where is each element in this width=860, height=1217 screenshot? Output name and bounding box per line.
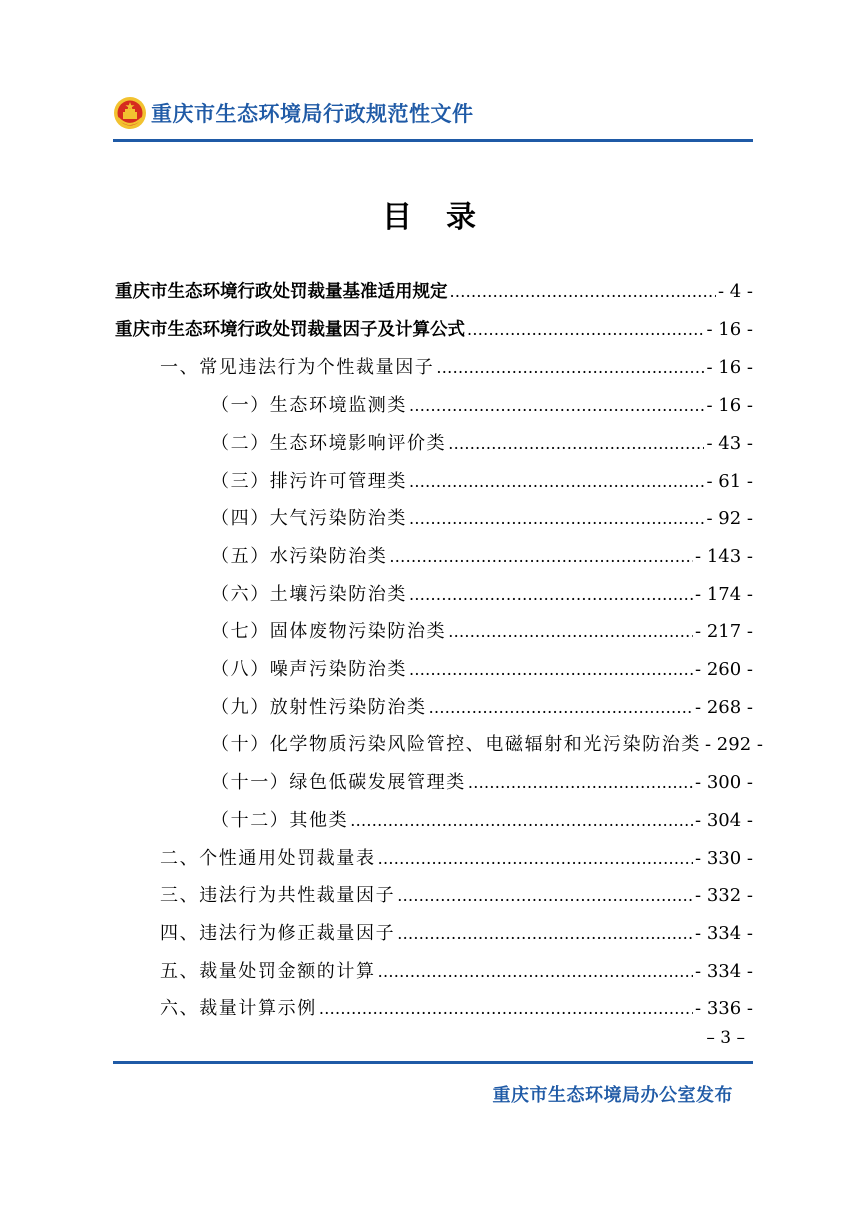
toc-entry-page: - 334 - — [695, 961, 753, 982]
toc-entry-title: （九）放射性污染防治类 — [211, 697, 427, 718]
toc-entry-page: - 268 - — [695, 697, 753, 718]
toc-leader-dots — [389, 547, 693, 566]
toc-entry[interactable] — [211, 806, 753, 836]
toc-entry[interactable] — [160, 881, 753, 911]
toc-leader-dots — [468, 773, 693, 792]
toc-entry[interactable] — [160, 919, 753, 949]
toc-entry[interactable] — [211, 768, 753, 798]
toc-entry-title: （一）生态环境监测类 — [211, 395, 407, 416]
toc-leader-dots — [319, 999, 693, 1018]
toc-entry-title: 一、常见违法行为个性裁量因子 — [160, 357, 435, 378]
toc-leader-dots — [409, 660, 693, 679]
footer-divider — [113, 1061, 753, 1064]
toc-entry-page: - 300 - — [695, 772, 753, 793]
toc-entry[interactable] — [211, 617, 753, 647]
toc-entry[interactable] — [160, 957, 753, 987]
toc-entry-page: - 292 - — [705, 734, 763, 755]
toc-leader-dots — [409, 396, 704, 415]
toc-entry[interactable] — [160, 353, 753, 383]
toc-entry-page: - 4 - — [717, 281, 753, 302]
toc-leader-dots — [378, 849, 693, 868]
page-number: – 3 – — [706, 1028, 745, 1048]
toc-entry-page: - 304 - — [695, 810, 753, 831]
toc-leader-dots — [397, 886, 693, 905]
toc-entry-title: （五）水污染防治类 — [211, 546, 388, 567]
toc-entry[interactable] — [211, 467, 753, 497]
toc-entry-page: - 174 - — [695, 584, 753, 605]
toc-leader-dots — [429, 698, 693, 717]
toc-entry-title: （四）大气污染防治类 — [211, 508, 407, 529]
toc-entry-title: 五、裁量处罚金额的计算 — [160, 961, 376, 982]
toc-leader-dots — [436, 358, 704, 377]
toc-entry-page: - 334 - — [695, 923, 753, 944]
toc-entry-page: - 336 - — [695, 998, 753, 1019]
toc-entry-page: - 217 - — [695, 621, 753, 642]
toc-entry[interactable] — [211, 504, 753, 534]
toc-entry-title: （十）化学物质污染风险管控、电磁辐射和光污染防治类 — [211, 734, 701, 755]
toc-leader-dots — [409, 585, 693, 604]
toc-leader-dots — [448, 434, 704, 453]
toc-entry[interactable] — [115, 316, 753, 346]
toc-entry-title: 六、裁量计算示例 — [160, 998, 317, 1019]
toc-entry-title: （二）生态环境影响评价类 — [211, 433, 447, 454]
toc-entry-title: 四、违法行为修正裁量因子 — [160, 923, 396, 944]
toc-entry-page: - 92 - — [706, 508, 753, 529]
toc-leader-dots — [397, 924, 693, 943]
toc-entry-page: - 61 - — [706, 471, 753, 492]
toc-leader-dots — [448, 622, 693, 641]
toc-entry-title: （八）噪声污染防治类 — [211, 659, 407, 680]
toc-entry-page: - 16 - — [706, 395, 753, 416]
toc-entry-title: 重庆市生态环境行政处罚裁量因子及计算公式 — [115, 320, 465, 340]
toc-entry-title: 重庆市生态环境行政处罚裁量基准适用规定 — [115, 282, 448, 302]
header-title: 重庆市生态环境局行政规范性文件 — [151, 102, 474, 126]
toc-leader-dots — [409, 472, 704, 491]
toc-leader-dots — [378, 962, 693, 981]
toc-entry[interactable] — [115, 278, 753, 308]
toc-entry[interactable] — [160, 994, 753, 1024]
toc-entry[interactable] — [211, 655, 753, 685]
toc-entry[interactable] — [211, 730, 763, 760]
toc-entry-page: - 43 - — [706, 433, 753, 454]
toc-entry-page: - 16 - — [706, 319, 753, 340]
toc-entry[interactable] — [211, 580, 753, 610]
toc-leader-dots — [350, 811, 693, 830]
toc-entry-title: （七）固体废物污染防治类 — [211, 621, 447, 642]
toc-entry-page: - 260 - — [695, 659, 753, 680]
toc-entry[interactable] — [211, 429, 753, 459]
toc-entry[interactable] — [160, 844, 753, 874]
toc-entry[interactable] — [211, 693, 753, 723]
toc-entry-page: - 330 - — [695, 848, 753, 869]
page-title: 目 录 — [382, 200, 478, 235]
footer-publisher: 重庆市生态环境局办公室发布 — [492, 1085, 733, 1106]
toc-entry-page: - 332 - — [695, 885, 753, 906]
toc-entry-page: - 16 - — [706, 357, 753, 378]
toc-entry-title: （六）土壤污染防治类 — [211, 584, 407, 605]
toc-entry-title: （三）排污许可管理类 — [211, 471, 407, 492]
toc-entry-title: 三、违法行为共性裁量因子 — [160, 885, 396, 906]
toc-entry-title: （十一）绿色低碳发展管理类 — [211, 772, 466, 793]
toc-entry-title: （十二）其他类 — [211, 810, 349, 831]
toc-entry[interactable] — [211, 542, 753, 572]
toc-entry-title: 二、个性通用处罚裁量表 — [160, 848, 376, 869]
toc-entry[interactable] — [211, 391, 753, 421]
toc-leader-dots — [450, 282, 716, 301]
toc-entry-page: - 143 - — [695, 546, 753, 567]
toc-leader-dots — [467, 320, 704, 339]
toc-leader-dots — [409, 509, 704, 528]
